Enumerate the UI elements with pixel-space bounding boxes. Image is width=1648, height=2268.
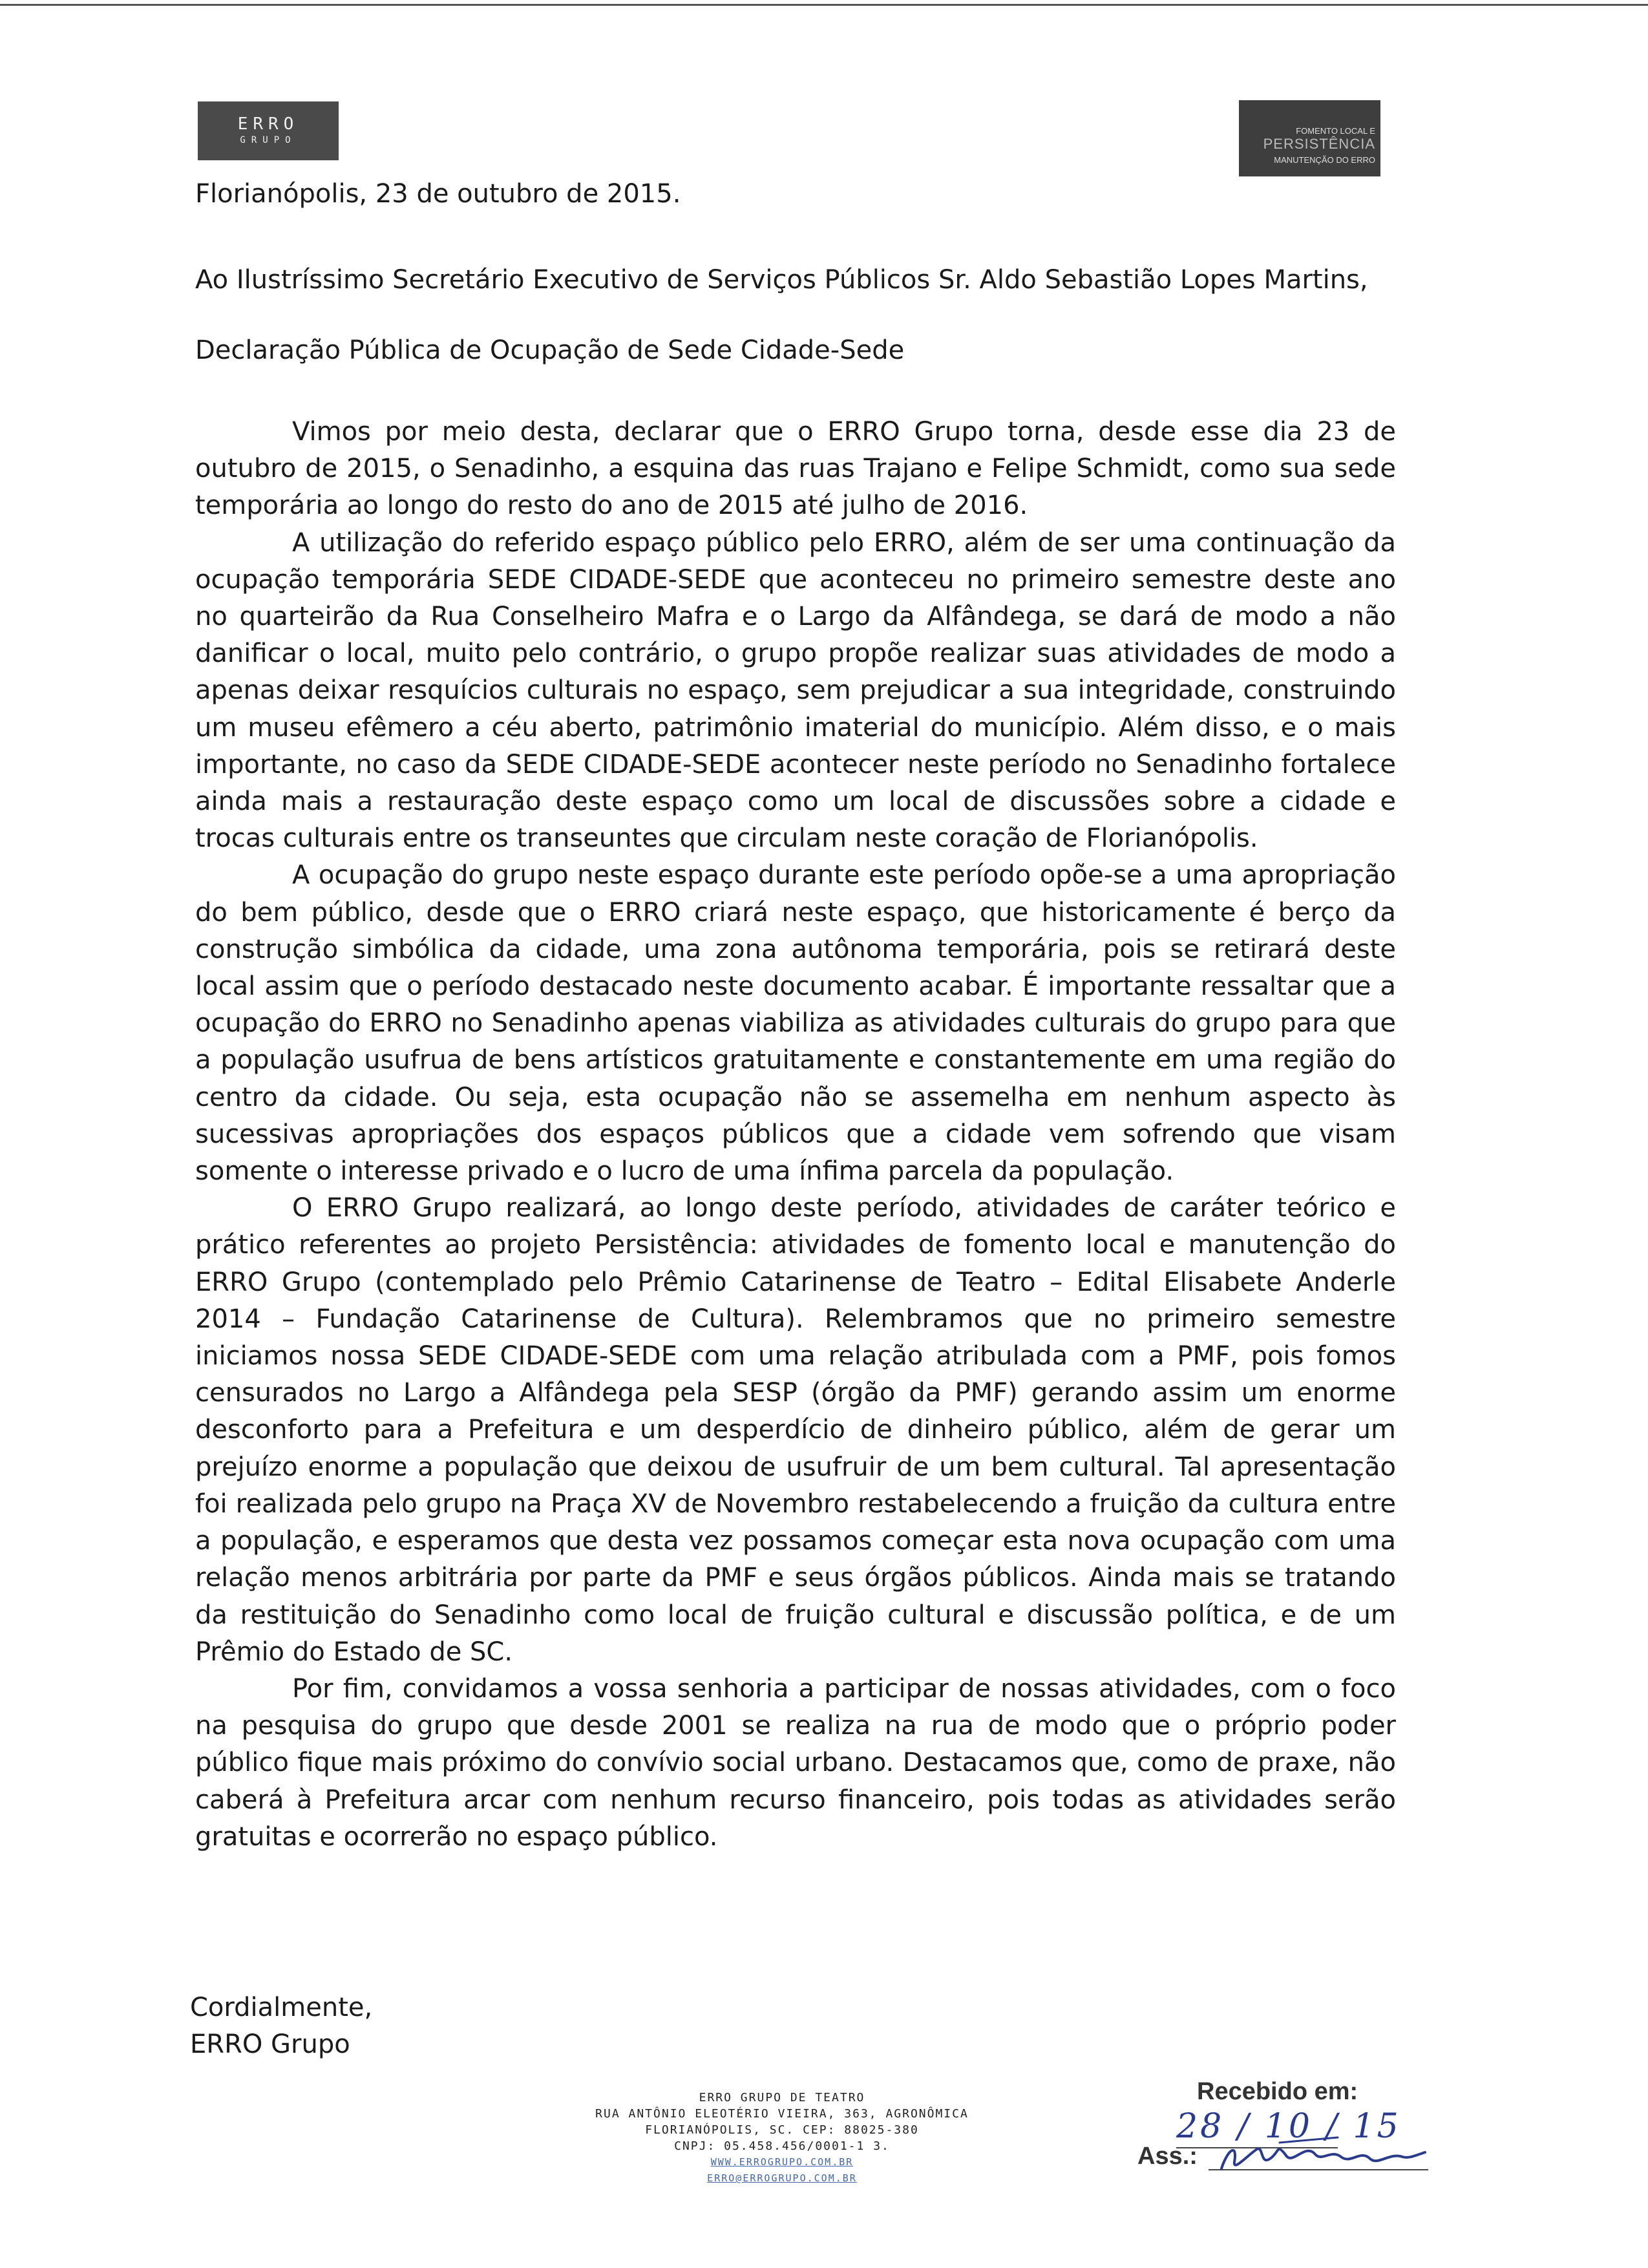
letter-body <box>195 414 1396 1856</box>
footer-city: FLORIANÓPOLIS, SC. CEP: 88025-380 <box>645 2123 919 2137</box>
handwritten-signature <box>1209 2123 1441 2181</box>
logo-line-1: ERRO <box>237 114 299 134</box>
erro-grupo-logo <box>198 101 339 160</box>
persistencia-logo <box>1239 100 1380 176</box>
logo-line-2: GRUPO <box>240 135 297 145</box>
stamp-received-label: Recebido em: <box>1197 2078 1358 2105</box>
body-paragraph-4: O ERRO Grupo realizará, ao longo deste período, atividades de caráter teórico e prático referentes ao projeto Persistência: atividades de fomento local e manutenção do ERRO Grupo (contemplado pelo Prêmio Catarinense de Teatro – Edital Elisabete Anderle 2014 – Fundação Catarinense de Cultura). Relembramos que no primeiro semestre iniciamos nossa SEDE CIDADE-SEDE com uma relação atribulada com a PMF, pois fomos censurados no Largo a Alfândega pela SESP (órgão da PMF) gerando assim um enorme desconforto para a Prefeitura e um desperdício de dinheiro público, além de gerar um prejuízo enorme a população que deixou de usufruir de um bem cultural. Tal apresentação foi realizada pelo grupo na Praça XV de Novembro restabelecendo a fruição da cultura entre a população, e esperamos que desta vez possamos começar esta nova ocupação com uma relação menos arbitrária por parte da PMF e seus órgãos públicos. Ainda mais se tratando da restituição do Senadinho como local de fruição cultural e discussão política, e de um Prêmio do Estado de SC. <box>195 1193 1396 1667</box>
persistencia-logo-line-1: FOMENTO LOCAL E <box>1296 126 1375 136</box>
body-paragraph-1: Vimos por meio desta, declarar que o ERRO Grupo torna, desde esse dia 23 de outubro de 2015, o Senadinho, a esquina das ruas Trajano e Felipe Schmidt, como sua sede temporária ao longo do resto do ano de 2015 até julho de 2016. <box>195 417 1396 521</box>
persistencia-logo-line-2: PERSISTÊNCIA <box>1263 136 1375 152</box>
stamp-handwritten-date: 28 / 10 / 15 <box>1176 2107 1401 2146</box>
letter-date: Florianópolis, 23 de outubro de 2015. <box>195 179 681 209</box>
letter-signature: ERRO Grupo <box>190 2030 350 2059</box>
stamp-signature-label: Ass.: <box>1137 2143 1198 2170</box>
footer-website-link[interactable]: WWW.ERROGRUPO.COM.BR <box>710 2156 854 2168</box>
body-paragraph-2: A utilização do referido espaço público pelo ERRO, além de ser uma continuação da ocupação temporária SEDE CIDADE-SEDE que aconteceu no primeiro semestre deste ano no quarteirão da Rua Conselheiro Mafra e o Largo da Alfândega, se dará de modo a não danificar o local, muito pelo contrário, o grupo propõe realizar suas atividades de modo a apenas deixar resquícios culturais no espaço, sem prejudicar a sua integridade, construindo um museu efêmero a céu aberto, patrimônio imaterial do município. Além disso, e o mais importante, no caso da SEDE CIDADE-SEDE acontecer neste período no Senadinho fortalece ainda mais a restauração deste espaço como um local de discussões sobre a cidade e trocas culturais entre os transeuntes que circulam neste coração de Florianópolis. <box>195 527 1396 854</box>
body-paragraph-5: Por fim, convidamos a vossa senhoria a participar de nossas atividades, com o foco na pesquisa do grupo que desde 2001 se realiza na rua de modo que o próprio poder público fique mais próximo do convívio social urbano. Destacamos que, como de praxe, não caberá à Prefeitura arcar com nenhum recurso financeiro, pois todas as atividades serão gratuitas e ocorrerão no espaço público. <box>195 1673 1396 1852</box>
letter-recipient: Ao Ilustríssimo Secretário Executivo de Serviços Públicos Sr. Aldo Sebastião Lopes Martins, <box>195 265 1368 295</box>
letterhead-footer <box>549 2090 1015 2187</box>
footer-address: RUA ANTÔNIO ELEOTÉRIO VIEIRA, 363, AGRONÔMICA <box>595 2107 969 2121</box>
body-paragraph-3: A ocupação do grupo neste espaço durante este período opõe-se a uma apropriação do bem público, desde que o ERRO criará neste espaço, que historicamente é berço da construção simbólica da cidade, uma zona autônoma temporária, pois se retirará deste local assim que o período destacado neste documento acabar. É importante ressaltar que a ocupação do ERRO no Senadinho apenas viabiliza as atividades culturais do grupo para que a população usufrua de bens artísticos gratuitamente e constantemente em uma região do centro da cidade. Ou seja, esta ocupação não se assemelha em nenhum aspecto às sucessivas apropriações dos espaços públicos que a cidade vem sofrendo que visam somente o interesse privado e o lucro de uma ínfima parcela da população. <box>195 860 1396 1187</box>
footer-cnpj: CNPJ: 05.458.456/0001-1 3. <box>674 2139 890 2153</box>
page-top-edge <box>0 4 1648 6</box>
persistencia-logo-line-3: MANUTENÇÃO DO ERRO <box>1274 155 1375 165</box>
letter-subject: Declaração Pública de Ocupação de Sede Cidade-Sede <box>195 335 905 365</box>
footer-email-link[interactable]: ERRO@ERROGRUPO.COM.BR <box>707 2172 857 2184</box>
footer-company-name: ERRO GRUPO DE TEATRO <box>699 2091 865 2104</box>
letter-closing: Cordialmente, <box>190 1993 373 2022</box>
received-stamp <box>1137 2078 1461 2181</box>
